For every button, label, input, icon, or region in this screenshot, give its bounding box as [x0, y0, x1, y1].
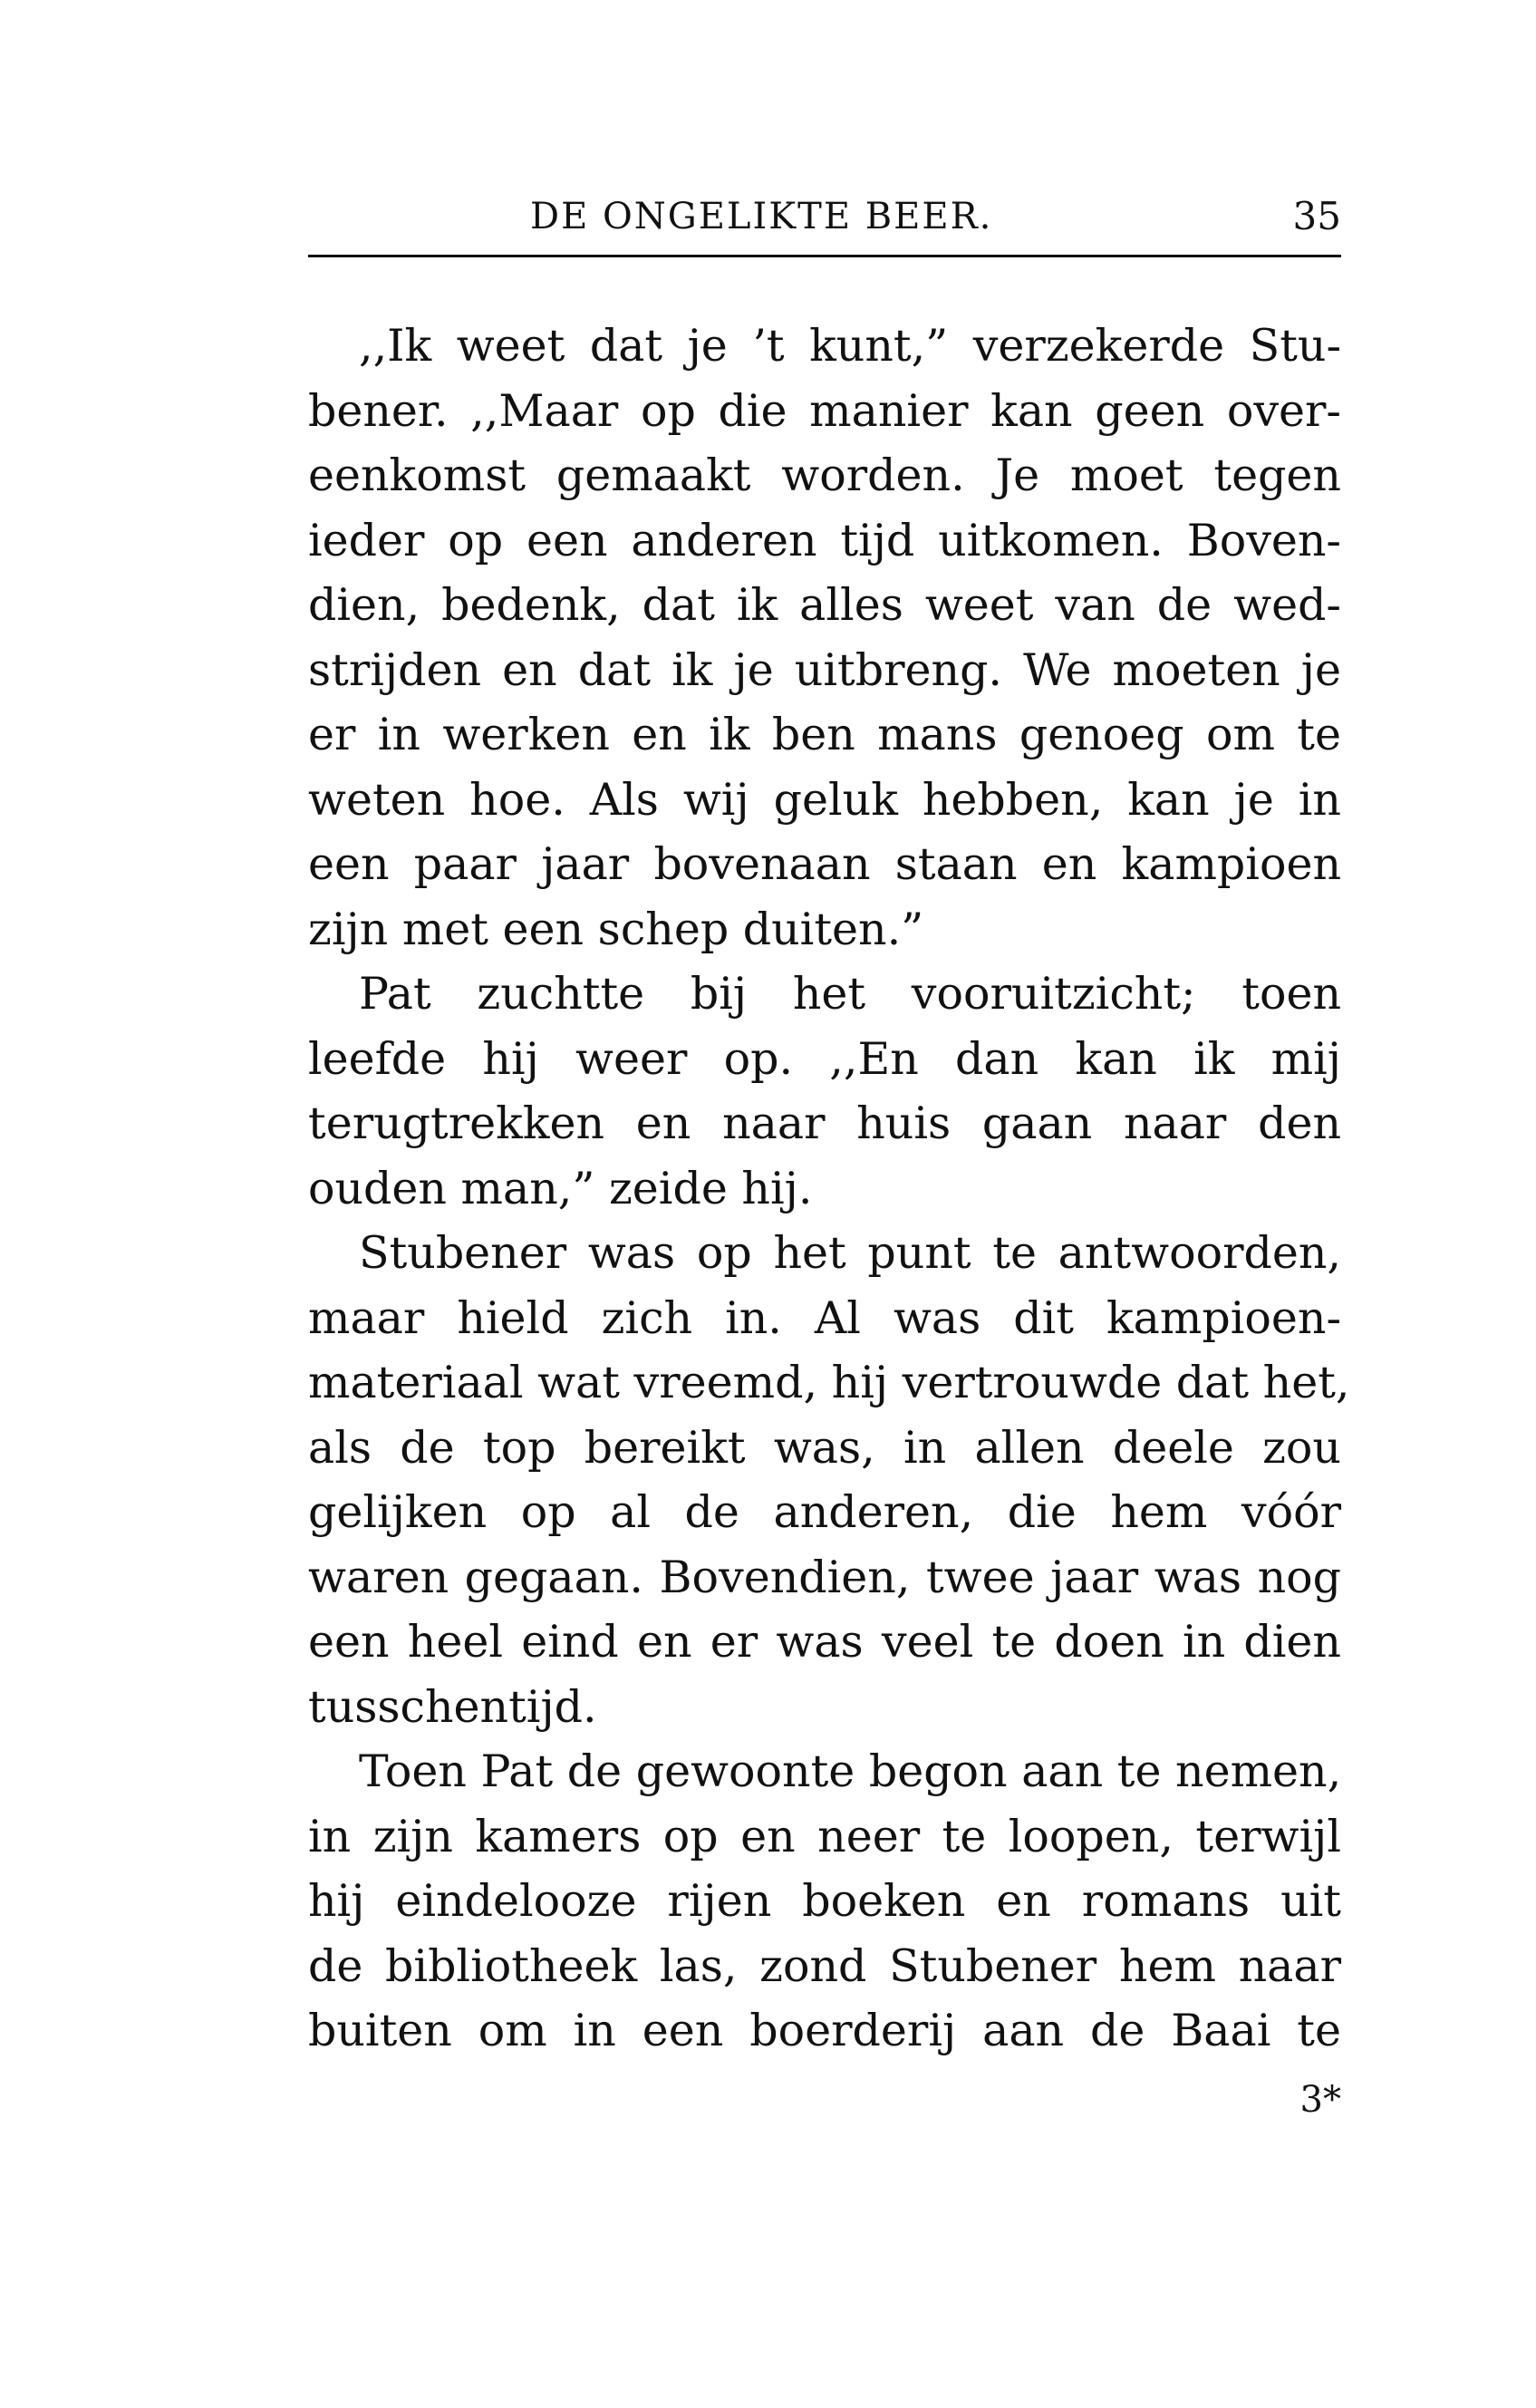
text-line: de bibliotheek las, zond Stubener hem naar: [308, 1939, 1341, 1992]
text-line: ieder op een anderen tijd uitkomen. Boven-: [308, 514, 1341, 566]
text-line: terugtrekken en naar huis gaan naar den: [308, 1098, 1341, 1149]
text-line: maar hield zich in. Al was dit kampioen-: [308, 1291, 1341, 1344]
text-line: dien, bedenk, dat ik alles weet van de wed-: [308, 579, 1341, 631]
text-line: tusschentijd.: [308, 1680, 597, 1733]
text-line: Stubener was op het punt te antwoorden,: [359, 1227, 1341, 1279]
text-line: gelijken op al de anderen, die hem vóór: [308, 1486, 1341, 1538]
text-line: strijden en dat ik je uitbreng. We moeten je: [308, 643, 1341, 696]
text-line: bener. ,,Maar op die manier kan geen over-: [308, 384, 1341, 437]
text-line: ouden man,” zeide hij.: [308, 1162, 813, 1214]
text-line: er in werken en ik ben mans genoeg om te: [308, 709, 1341, 760]
text-line: buiten om in een boerderij aan de Baai te: [308, 2005, 1341, 2056]
text-line: Toen Pat de gewoonte begon aan te nemen,: [359, 1746, 1342, 1797]
text-line: ,,Ik weet dat je ’t kunt,” verzekerde Stu-: [359, 320, 1341, 372]
text-line: eenkomst gemaakt worden. Je moet tegen: [308, 450, 1341, 501]
running-head: [308, 185, 1341, 248]
running-title: DE ONGELIKTE BEER.: [530, 196, 993, 237]
text-line: waren gegaan. Bovendien, twee jaar was nog: [308, 1551, 1341, 1603]
header-rule: [308, 255, 1341, 257]
page-number: 35: [1292, 194, 1341, 238]
text-line: materiaal wat vreemd, hij vertrouwde dat het,: [308, 1357, 1350, 1408]
signature-mark: 3*: [1299, 2079, 1341, 2121]
text-line: hij eindelooze rijen boeken en romans uit: [308, 1875, 1341, 1927]
text-line: weten hoe. Als wij geluk hebben, kan je in: [308, 773, 1341, 826]
text-line: een paar jaar bovenaan staan en kampioen: [308, 838, 1341, 890]
body-text: [308, 314, 1350, 2064]
text-line: een heel eind en er was veel te doen in dien: [308, 1616, 1341, 1668]
text-line: in zijn kamers op en neer te loopen, terwijl: [308, 1810, 1341, 1862]
text-line: zijn met een schep duiten.”: [308, 903, 924, 955]
text-line: Pat zuchtte bij het vooruitzicht; toen: [359, 968, 1341, 1020]
text-line: als de top bereikt was, in allen deele zou: [308, 1421, 1341, 1474]
text-line: leefde hij weer op. ,,En dan kan ik mij: [308, 1032, 1341, 1085]
